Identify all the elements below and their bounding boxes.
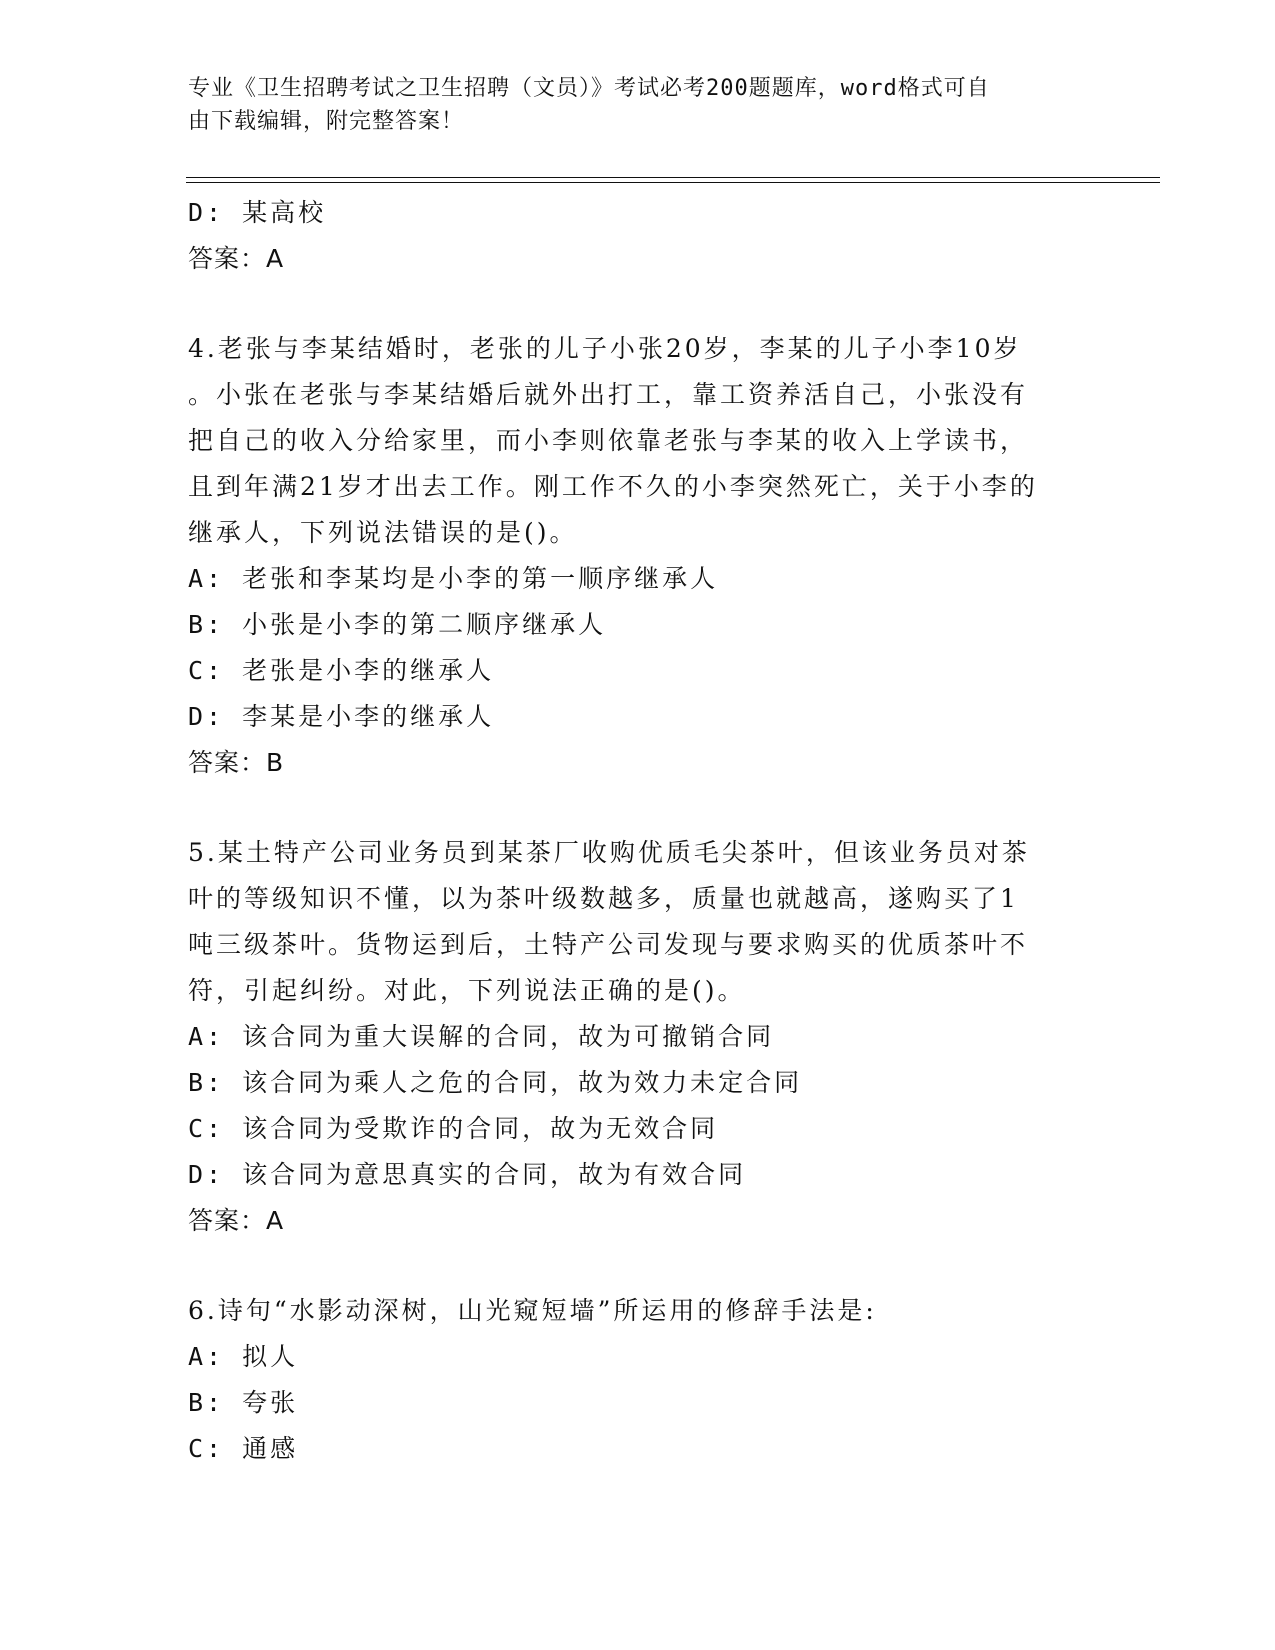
question-text [188,326,1088,556]
question-5 [188,830,1088,1244]
answer-line: 答案：A [188,244,285,273]
option-a: A: 该合同为重大误解的合同，故为可撤销合同 [188,1022,775,1051]
question-6 [188,1288,1088,1472]
question-line: 。小张在老张与李某结婚后就外出打工，靠工资养活自己，小张没有 [188,380,1029,409]
option-d: D: 李某是小李的继承人 [188,702,495,731]
option-d: D: 某高校 [188,198,327,227]
question-line: 6.诗句“水影动深树，山光窥短墙”所运用的修辞手法是: [188,1296,877,1325]
question-line: 5.某土特产公司业务员到某茶厂收购优质毛尖茶叶，但该业务员对茶 [188,838,1030,867]
option-b: B: 该合同为乘人之危的合同，故为效力未定合同 [188,1068,803,1097]
question-line: 吨三级茶叶。货物运到后，土特产公司发现与要求购买的优质茶叶不 [188,930,1029,959]
option-b: B: 小张是小李的第二顺序继承人 [188,610,607,639]
spacer [188,282,1088,326]
question-text [188,1288,1088,1334]
spacer [188,786,1088,830]
carryover-block [188,190,1088,282]
question-line: 继承人，下列说法错误的是()。 [188,518,578,547]
question-list [188,190,1088,1472]
question-line: 把自己的收入分给家里，而小李则依靠老张与李某的收入上学读书， [188,426,1029,455]
option-a: A: 拟人 [188,1342,299,1371]
option-c: C: 该合同为受欺诈的合同，故为无效合同 [188,1114,719,1143]
option-a: A: 老张和李某均是小李的第一顺序继承人 [188,564,719,593]
question-line: 且到年满21岁才出去工作。刚工作不久的小李突然死亡，关于小李的 [188,472,1038,501]
answer-line: 答案：A [188,1206,285,1235]
header-line-1: 专业《卫生招聘考试之卫生招聘（文员）》考试必考200题题库，word格式可自 [188,76,990,101]
option-d: D: 该合同为意思真实的合同，故为有效合同 [188,1160,747,1189]
question-line: 4.老张与李某结婚时，老张的儿子小张20岁，李某的儿子小李10岁 [188,334,1022,363]
option-c: C: 老张是小李的继承人 [188,656,495,685]
answer-line: 答案：B [188,748,285,777]
header-divider-bottom [186,182,1160,183]
document-header [188,72,1068,138]
option-b: B: 夸张 [188,1388,299,1417]
question-line: 叶的等级知识不懂，以为茶叶级数越多，质量也就越高，遂购买了1 [188,884,1019,913]
header-line-2: 由下载编辑，附完整答案！ [188,109,465,134]
question-line: 符，引起纠纷。对此，下列说法正确的是()。 [188,976,746,1005]
question-4 [188,326,1088,786]
question-text [188,830,1088,1014]
spacer [188,1244,1088,1288]
option-c: C: 通感 [188,1434,299,1463]
header-divider-top [186,177,1160,178]
